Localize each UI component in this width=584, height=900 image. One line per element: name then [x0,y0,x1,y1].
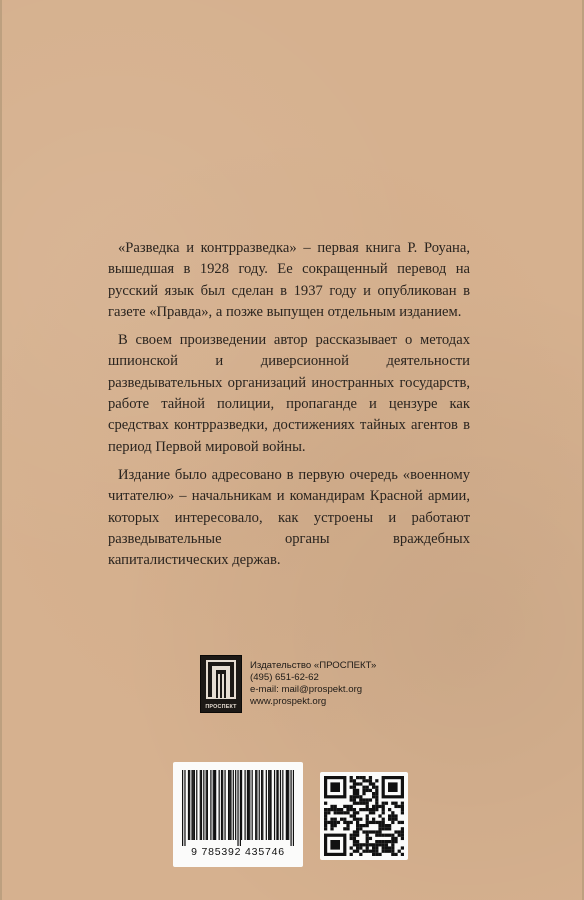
publisher-email: e-mail: mail@prospekt.org [250,684,363,695]
publisher-block [200,655,460,713]
qr-code-icon [324,776,404,856]
publisher-name: Издательство «ПРОСПЕКТ» [250,660,377,671]
publisher-contacts [250,660,376,708]
building-icon [201,656,241,702]
barcode-bars [182,770,294,846]
isbn-barcode [173,762,303,867]
book-annotation [108,238,470,578]
publisher-logo-text: ПРОСПЕКТ [205,704,237,710]
publisher-phone: (495) 651-62-62 [250,672,319,683]
publisher-logo [200,655,242,713]
annotation-paragraph-1: «Разведка и контрразведка» – первая книга Р. Роуана, вышедшая в 1928 году. Ее сокращенный перевод на русский язык был сделан в 1937 году и опубликован в газете «Правда», а позже выпущен отдельным изданием. [108,240,470,320]
qr-code [320,772,408,860]
annotation-paragraph-3: Издание было адресовано в первую очередь «военному читателю» – начальникам и командирам Красной армии, которых интересовало, как устроены и работают разведывательные органы враждебных капиталистических держав. [108,466,470,569]
cover-left-edge [0,0,2,900]
annotation-paragraph-2: В своем произведении автор рассказывает о методах шпионской и диверсионной деятельности разведывательных организаций иностранных государств, работе тайной полиции, пропаганде и цензуре как средствах контрразведки, достижениях тайных агентов в период Первой мировой войны. [108,332,470,455]
publisher-website: www.prospekt.org [250,696,327,707]
isbn-number: 9 785392 435746 [191,846,285,858]
